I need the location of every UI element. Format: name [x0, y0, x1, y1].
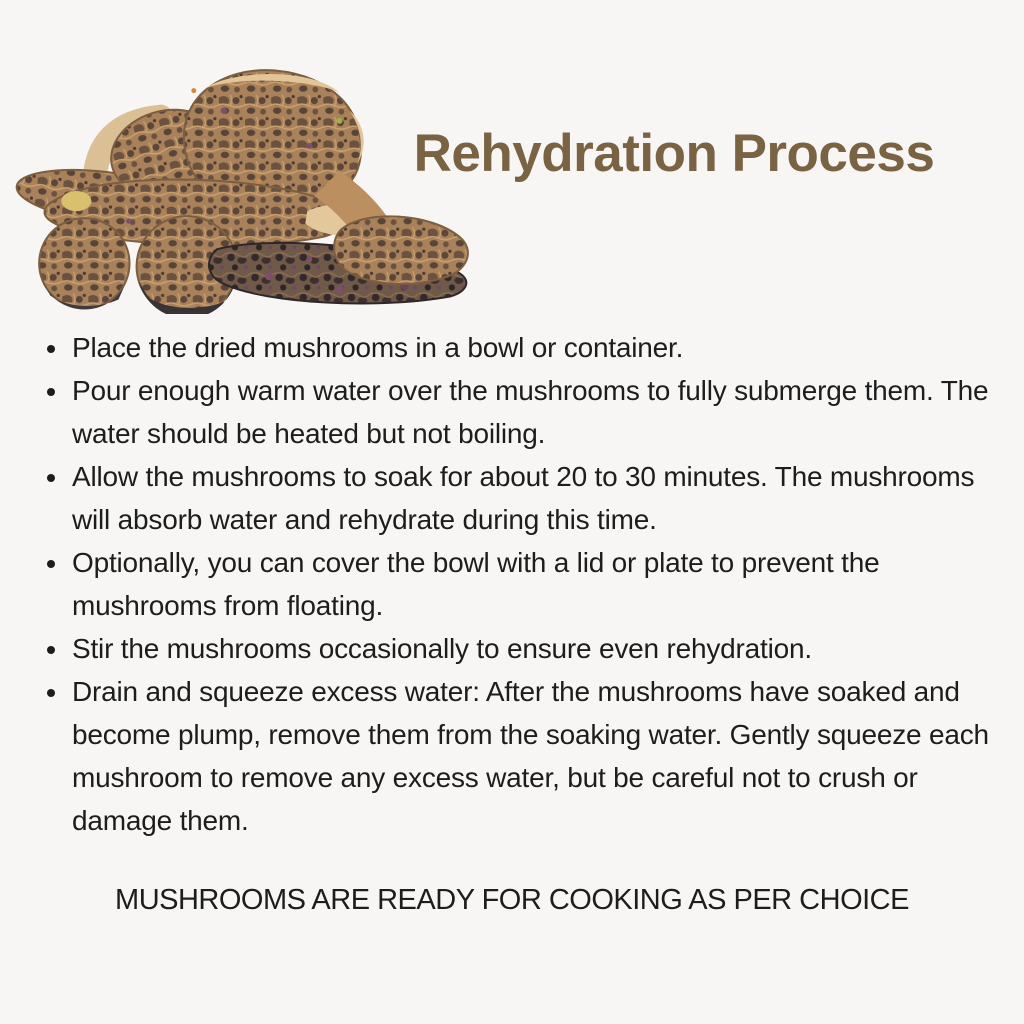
instruction-item: • Place the dried mushrooms in a bowl or container.	[70, 326, 1016, 369]
instruction-item: • Drain and squeeze excess water: After the mushrooms have soaked and become plump, remove them from the soaking water. Gently squeeze each mushroom to remove any excess water, but be careful not to crush or damage them.	[70, 670, 1016, 842]
instruction-item: • Stir the mushrooms occasionally to ensure even rehydration.	[70, 627, 1016, 670]
instruction-item: • Allow the mushrooms to soak for about 20 to 30 minutes. The mushrooms will absorb water and rehydrate during this time.	[70, 455, 1016, 541]
footer-note: MUSHROOMS ARE READY FOR COOKING AS PER CHOICE	[115, 884, 909, 916]
page-title: Rehydration Process	[413, 124, 935, 183]
instruction-item: • Pour enough warm water over the mushrooms to fully submerge them. The water should be heated but not boiling.	[70, 369, 1016, 455]
instructions-list	[40, 326, 1016, 842]
instruction-item: • Optionally, you can cover the bowl with a lid or plate to prevent the mushrooms from floating.	[70, 541, 1016, 627]
